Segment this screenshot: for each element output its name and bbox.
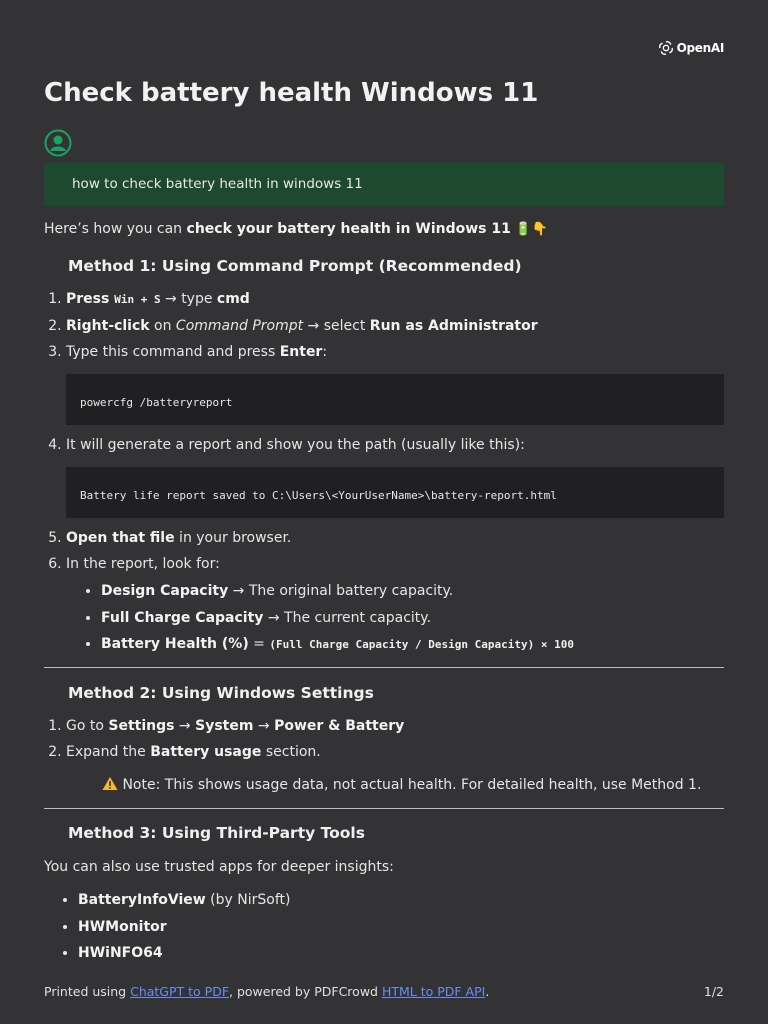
code-block-command[interactable]: powercfg /batteryreport [66,374,724,425]
code-block-output[interactable]: Battery life report saved to C:\Users\<YourUserName>\battery-report.html [66,467,724,518]
method2-heading: Method 2: Using Windows Settings [68,684,374,702]
battery-pointing-down-icon: 🔋👇 [515,222,548,237]
report-fields-list [66,581,724,655]
list-item: • HWiNFO64 [78,943,724,963]
brand-name: OpenAI [676,41,724,55]
list-item: • Battery Health (%) = (Full Charge Capacity / Design Capacity) × 100 [101,634,724,655]
formula-code: (Full Charge Capacity / Design Capacity) × 100 [269,638,574,651]
tools-list [44,890,724,963]
list-item: • HWMonitor [78,917,724,937]
assistant-response [44,219,724,963]
method3-heading: Method 3: Using Third-Party Tools [68,824,365,842]
section-divider [44,808,724,809]
page-title: Check battery health Windows 11 [44,78,539,108]
openai-brand [658,40,724,56]
method1-step-5: 5. Open that file in your browser. [66,528,724,548]
list-item: • BatteryInfoView (by NirSoft) [78,890,724,910]
list-item: • Design Capacity → The original battery capacity. [101,581,724,601]
shortcut-code: Win + S [114,293,161,306]
method2-steps [44,716,724,762]
list-item: • Full Charge Capacity → The current capacity. [101,608,724,628]
method1-steps-continued [44,435,724,455]
html-to-pdf-api-link[interactable]: HTML to PDF API [381,984,486,999]
intro-pre: Here’s how you can [44,221,187,237]
intro-text [44,219,724,240]
chatgpt-to-pdf-link[interactable]: ChatGPT to PDF [130,984,230,999]
user-avatar-icon [44,129,72,157]
method1-steps-final [44,528,724,655]
method1-step-2: 2. Right-click on Command Prompt → select Run as Administrator [66,316,724,336]
method2-step-1: 1. Go to Settings → System → Power & Battery [66,716,724,736]
print-footer: Printed using ChatGPT to PDF, powered by PDFCrowd HTML to PDF API. 1/2 [44,984,724,999]
page-number: 1/2 [703,984,724,999]
method1-steps [44,289,724,362]
method1-step-4: 4. It will generate a report and show you the path (usually like this): [66,435,724,455]
method1-step-3: 3. Type this command and press Enter: [66,342,724,362]
method1-heading: Method 1: Using Command Prompt (Recommended) [68,257,522,275]
method2-note: Note: This shows usage data, not actual health. For detailed health, use Method 1. [44,775,724,795]
method2-step-2: 2. Expand the Battery usage section. [66,742,724,762]
openai-logo-icon [658,40,674,56]
section-divider [44,667,724,668]
method3-intro: You can also use trusted apps for deeper insights: [44,859,394,875]
method1-step-1: 1. Press Win + S → type cmd [66,289,724,310]
warning-icon [102,776,118,791]
intro-bold: check your battery health in Windows 11 [186,221,511,237]
method1-step-6: 6. In the report, look for: • Design Capacity → The original battery capacity. • Full Charge Capacity → The current capacity. • Battery Health (%) = (Full Charge Capacity / Design Capacity) × 100 [66,554,724,655]
user-message: how to check battery health in windows 11 [44,163,724,206]
